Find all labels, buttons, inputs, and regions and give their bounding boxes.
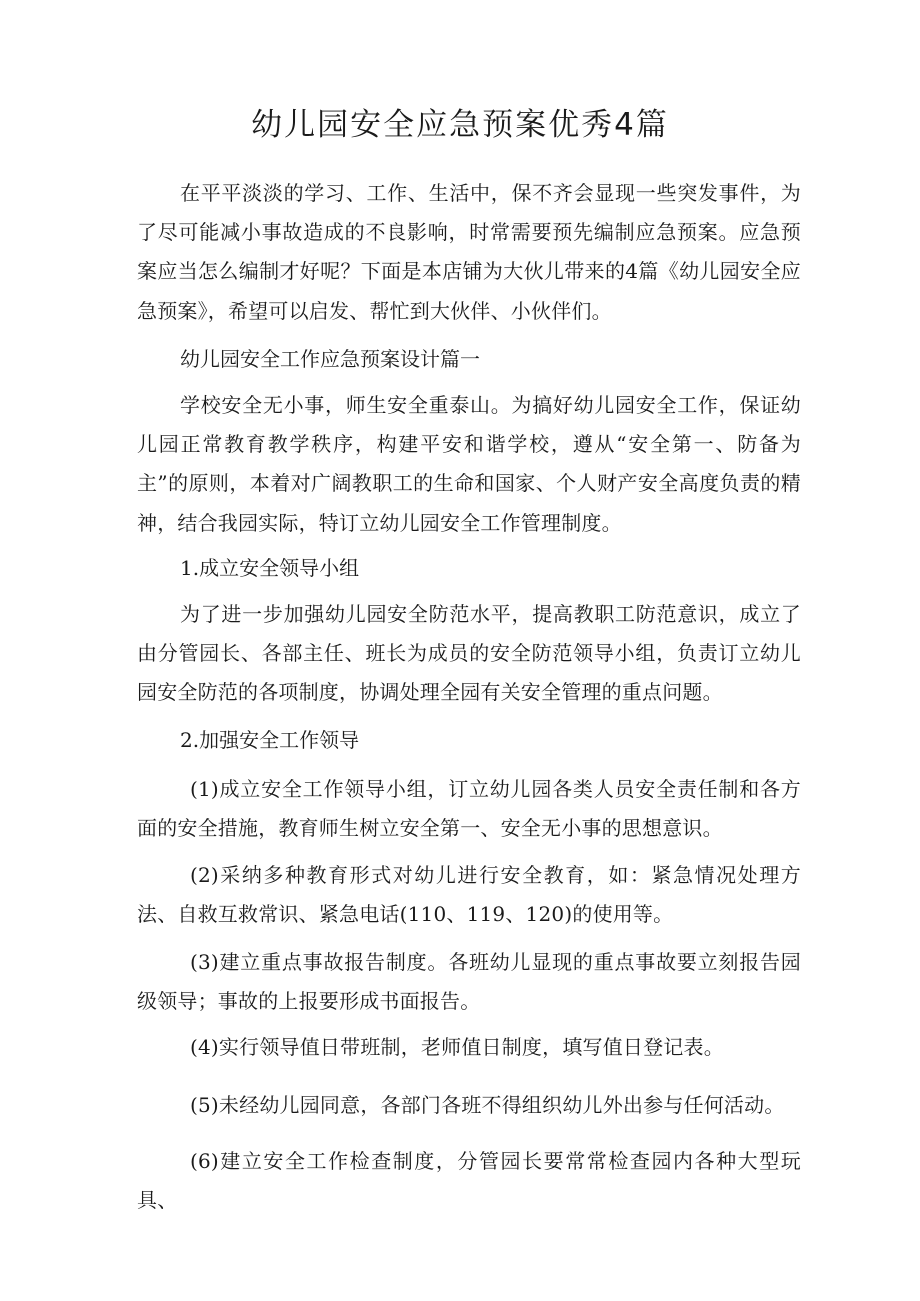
list-item-1: (1)成立安全工作领导小组，订立幼儿园各类人员安全责任制和各方面的安全措施，教育师生树立安全第一、安全无小事的思想意识。 [137, 777, 801, 841]
list-item-3: (3)建立重点事故报告制度。各班幼儿显现的重点事故要立刻报告园级领导；事故的上报要形成书面报告。 [137, 950, 801, 1014]
intro-paragraph: 在平平淡淡的学习、工作、生活中，保不齐会显现一些突发事件，为了尽可能减小事故造成的不良影响，时常需要预先编制应急预案。应急预案应当怎么编制才好呢？下面是本店铺为大伙儿带来的4篇《幼儿园安全应急预案》，希望可以启发、帮忙到大伙伴、小伙伴们。 [137, 181, 801, 323]
heading-strengthen-leadership: 2.加强安全工作领导 [180, 728, 360, 752]
list-item-2: (2)采纳多种教育形式对幼儿进行安全教育，如：紧急情况处理方法、自救互救常识、紧急电话(110、119、120)的使用等。 [137, 863, 801, 927]
list-item-5: (5)未经幼儿园同意，各部门各班不得组织幼儿外出参与任何活动。 [190, 1093, 785, 1117]
heading-establish-leadership-group: 1.成立安全领导小组 [180, 556, 360, 580]
list-item-6: (6)建立安全工作检查制度，分管园长要常常检查园内各种大型玩具、 [137, 1149, 801, 1213]
principle-paragraph: 学校安全无小事，师生安全重泰山。为搞好幼儿园安全工作，保证幼儿园正常教育教学秩序，构建平安和谐学校，遵从“安全第一、防备为主”的原则，本着对广阔教职工的生命和国家、个人财产安全高度负责的精神，结合我园实际，特订立幼儿园安全工作管理制度。 [137, 393, 801, 535]
document-title: 幼儿园安全应急预案优秀4篇 [251, 107, 669, 143]
list-item-4: (4)实行领导值日带班制，老师值日制度，填写值日登记表。 [190, 1035, 724, 1059]
section-title: 幼儿园安全工作应急预案设计篇一 [180, 347, 480, 371]
body-leadership-group: 为了进一步加强幼儿园安全防范水平，提高教职工防范意识，成立了由分管园长、各部主任、班长为成员的安全防范领导小组，负责订立幼儿园安全防范的各项制度，协调处理全园有关安全管理的重点问题。 [137, 602, 801, 705]
